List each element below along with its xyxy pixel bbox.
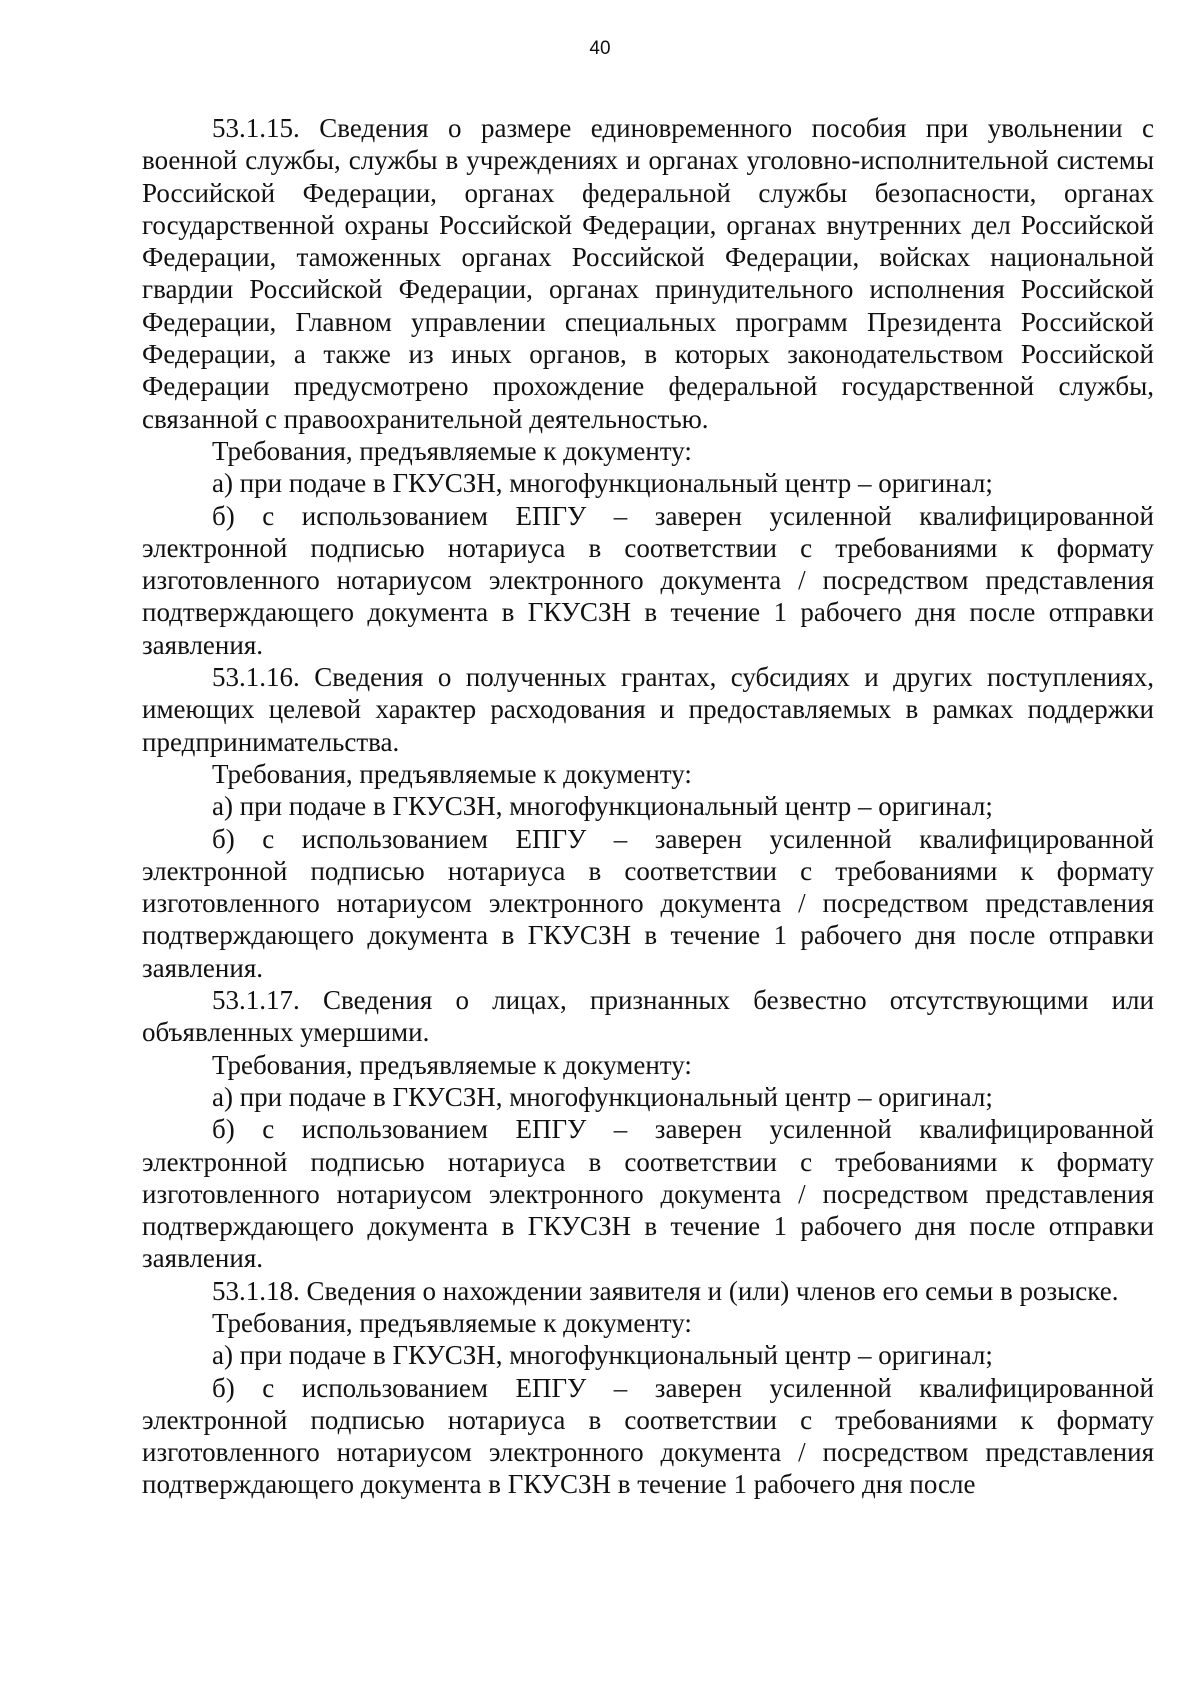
paragraph-item-b: б) с использованием ЕПГУ – заверен усиленной квалифицированной электронной подписью нотариуса в соответствии с требованиями к формату изготовленного нотариусом электронного документа / посредством представления подтверждающего документа в ГКУСЗН в течение 1 рабочего дня после отправки заявления. xyxy=(142,1114,1154,1274)
page-number: 40 xyxy=(589,38,611,59)
paragraph-53-1-18: 53.1.18. Сведения о нахождении заявителя и (или) членов его семьи в розыске. xyxy=(212,1275,1119,1306)
paragraph-requirements: Требования, предъявляемые к документу: xyxy=(212,1307,692,1338)
paragraph-item-b: б) с использованием ЕПГУ – заверен усиленной квалифицированной электронной подписью нотариуса в соответствии с требованиями к формату изготовленного нотариусом электронного документа / посредством представления подтверждающего документа в ГКУСЗН в течение 1 рабочего дня после отправки заявления. xyxy=(142,823,1154,983)
paragraph-53-1-17: 53.1.17. Сведения о лицах, признанных безвестно отсутствующими или объявленных умершими. xyxy=(142,985,1154,1048)
paragraph-requirements: Требования, предъявляемые к документу: xyxy=(212,435,692,466)
paragraph-item-a: а) при подаче в ГКУСЗН, многофункциональный центр – оригинал; xyxy=(212,791,993,822)
paragraph-requirements: Требования, предъявляемые к документу: xyxy=(212,758,692,789)
paragraph-item-b: б) с использованием ЕПГУ – заверен усиленной квалифицированной электронной подписью нотариуса в соответствии с требованиями к формату изготовленного нотариусом электронного документа / посредством представления подтверждающего документа в ГКУСЗН в течение 1 рабочего дня после отправки заявления. xyxy=(142,500,1154,660)
paragraph-requirements: Требования, предъявляемые к документу: xyxy=(212,1049,692,1080)
paragraph-item-a: а) при подаче в ГКУСЗН, многофункциональный центр – оригинал; xyxy=(212,1340,993,1371)
paragraph-item-b: б) с использованием ЕПГУ – заверен усиленной квалифицированной электронной подписью нотариуса в соответствии с требованиями к формату изготовленного нотариусом электронного документа / посредством представления подтверждающего документа в ГКУСЗН в течение 1 рабочего дня после xyxy=(142,1372,1154,1500)
paragraph-item-a: а) при подаче в ГКУСЗН, многофункциональный центр – оригинал; xyxy=(212,1081,993,1112)
paragraph-53-1-15: 53.1.15. Сведения о размере единовременного пособия при увольнении с военной службы, службы в учреждениях и органах уголовно-исполнительной системы Российской Федерации, органах федеральной службы безопасности, органах государственной охраны Российской Федерации, органах внутренних дел Российской Федерации, таможенных органах Российской Федерации, войсках национальной гвардии Российской Федерации, органах принудительного исполнения Российской Федерации, Главном управлении специальных программ Президента Российской Федерации, а также из иных органов, в которых законодательством Российской Федерации предусмотрено прохождение федеральной государственной службы, связанной с правоохранительной деятельностью. xyxy=(142,113,1154,434)
paragraph-53-1-16: 53.1.16. Сведения о полученных грантах, субсидиях и других поступлениях, имеющих целевой характер расходования и предоставляемых в рамках поддержки предпринимательства. xyxy=(142,662,1154,757)
document-body xyxy=(142,112,1154,1501)
paragraph-item-a: а) при подаче в ГКУСЗН, многофункциональный центр – оригинал; xyxy=(212,468,993,499)
